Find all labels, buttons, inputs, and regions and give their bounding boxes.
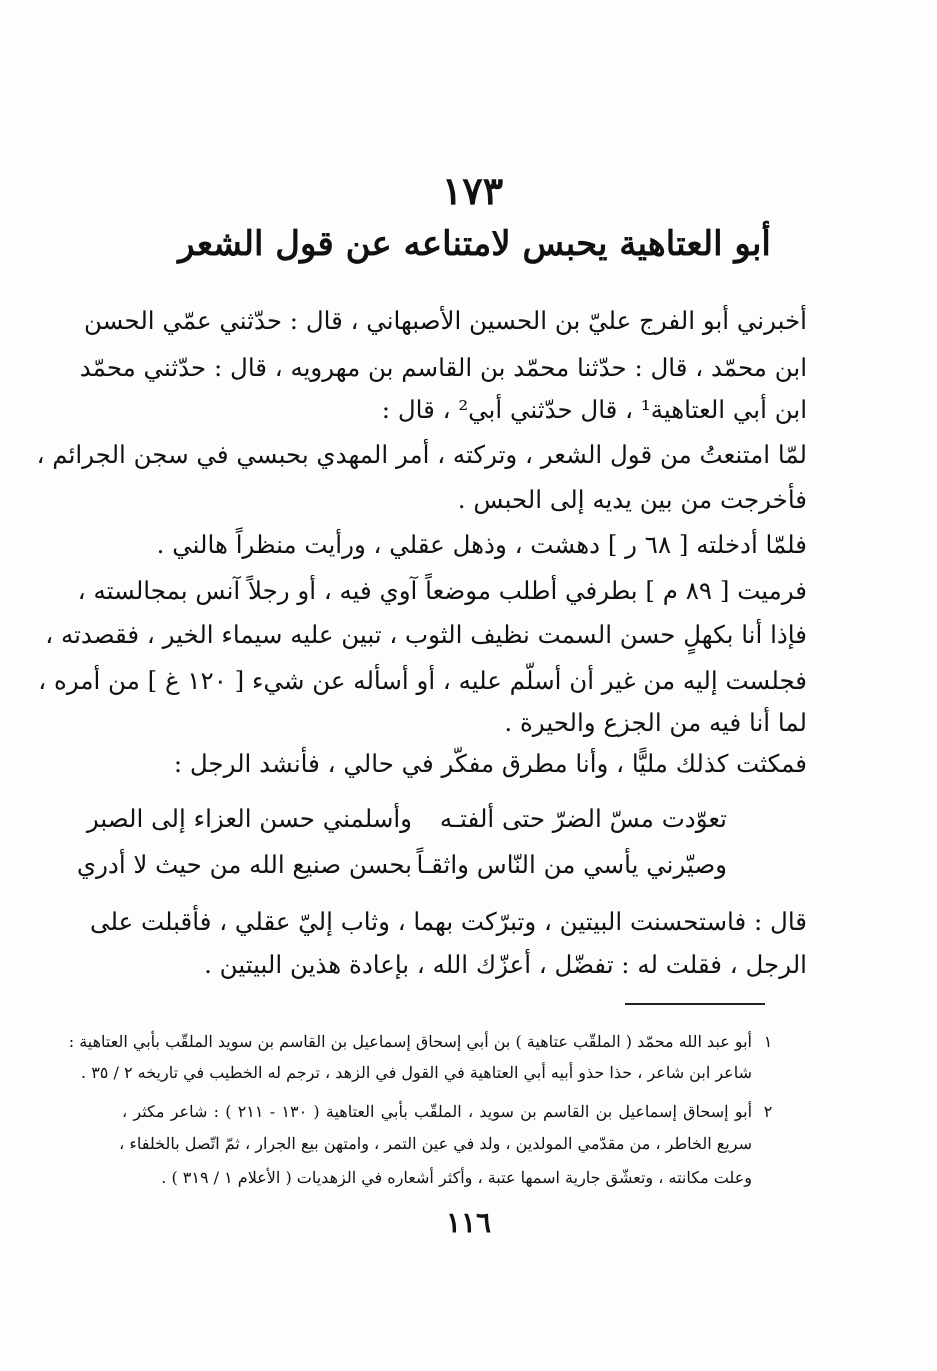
footnote-line: أبو عبد الله محمّد ( الملقّب عتاهية ) بن أبي إسحاق إسماعيل بن القاسم بن سويد الملقّب بأبي العتاهية :	[68, 1032, 752, 1051]
footnote-number: ٢	[763, 1102, 773, 1121]
body-line: فلمّا أدخلته [ ٦٨ ر ] دهشت ، وذهل عقلي ، ورأيت منظراً هالني .	[156, 530, 807, 559]
chapter-title: أبو العتاهية يحبس لامتناعه عن قول الشعر	[178, 224, 771, 264]
footnote-line: سريع الخاطر ، من مقدّمي المولدين ، ولد في عين التمر ، وامتهن بيع الجرار ، ثمّ اتّصل بالخلفاء ،	[119, 1134, 752, 1153]
body-line: فمكثت كذلك مليًّا ، وأنا مطرق مفكّر في حالي ، فأنشد الرجل :	[173, 749, 807, 778]
footnote-line: أبو إسحاق إسماعيل بن القاسم بن سويد ، الملقّب بأبي العتاهية ( ١٣٠ - ٢١١ ) : شاعر مكثر ،	[122, 1102, 753, 1121]
verse-hemistich-second: بحسن صنيع الله من حيث لا أدري	[76, 850, 412, 879]
body-line: فرميت [ ٨٩ م ] بطرفي أطلب موضعاً آوي فيه ، أو رجلاً آنس بمجالسته ،	[77, 576, 807, 605]
chapter-number: ١٧٣	[441, 168, 504, 213]
verse-hemistich-first: وصيّرني يأسي من النّاس واثقـاً	[416, 850, 727, 879]
body-line: قال : فاستحسنت البيتين ، وتبرّكت بهما ، وثاب إليّ عقلي ، فأقبلت على	[90, 907, 807, 936]
footnote-divider	[625, 1003, 765, 1005]
body-line: فأخرجت من بين يديه إلى الحبس .	[457, 485, 807, 514]
page-number: ١١٦	[445, 1206, 492, 1239]
body-line: الرجل ، فقلت له : تفضّل ، أعزّك الله ، بإعادة هذين البيتين .	[204, 950, 807, 979]
body-line: ابن محمّد ، قال : حدّثنا محمّد بن القاسم بن مهرويه ، قال : حدّثني محمّد	[79, 353, 807, 382]
body-line: أخبرني أبو الفرج عليّ بن الحسين الأصبهاني ، قال : حدّثني عمّي الحسن	[84, 306, 807, 335]
body-line: لمّا امتنعتُ من قول الشعر ، وتركته ، أمر المهدي بحبسي في سجن الجرائم ،	[36, 440, 807, 469]
verse-hemistich-first: تعوّدت مسّ الضرّ حتى ألفتـه	[439, 804, 727, 833]
footnote-line: شاعر ابن شاعر ، حذا حذو أبيه أبي العتاهية في القول في الزهد ، ترجم له الخطيب في تاريخه ٢ / ٣٥ .	[81, 1063, 752, 1082]
body-line: فجلست إليه من غير أن أسلّم عليه ، أو أسأله عن شيء [ ١٢٠ غ ] من أمره ،	[38, 666, 807, 695]
body-line: ابن أبي العتاهية¹ ، قال حدّثني أبي² ، قال :	[381, 395, 807, 424]
body-line: فإذا أنا بكهلٍ حسن السمت نظيف الثوب ، تبين عليه سيماء الخير ، فقصدته ،	[45, 620, 807, 649]
footnote-line: وعلت مكانته ، وتعشّق جارية اسمها عتبة ، وأكثر أشعاره في الزهديات ( الأعلام ١ / ٣١٩ ) .	[161, 1168, 752, 1187]
verse-hemistich-second: وأسلمني حسن العزاء إلى الصبر	[86, 804, 412, 833]
body-line: لما أنا فيه من الجزع والحيرة .	[504, 708, 807, 737]
footnote-number: ١	[763, 1032, 773, 1051]
